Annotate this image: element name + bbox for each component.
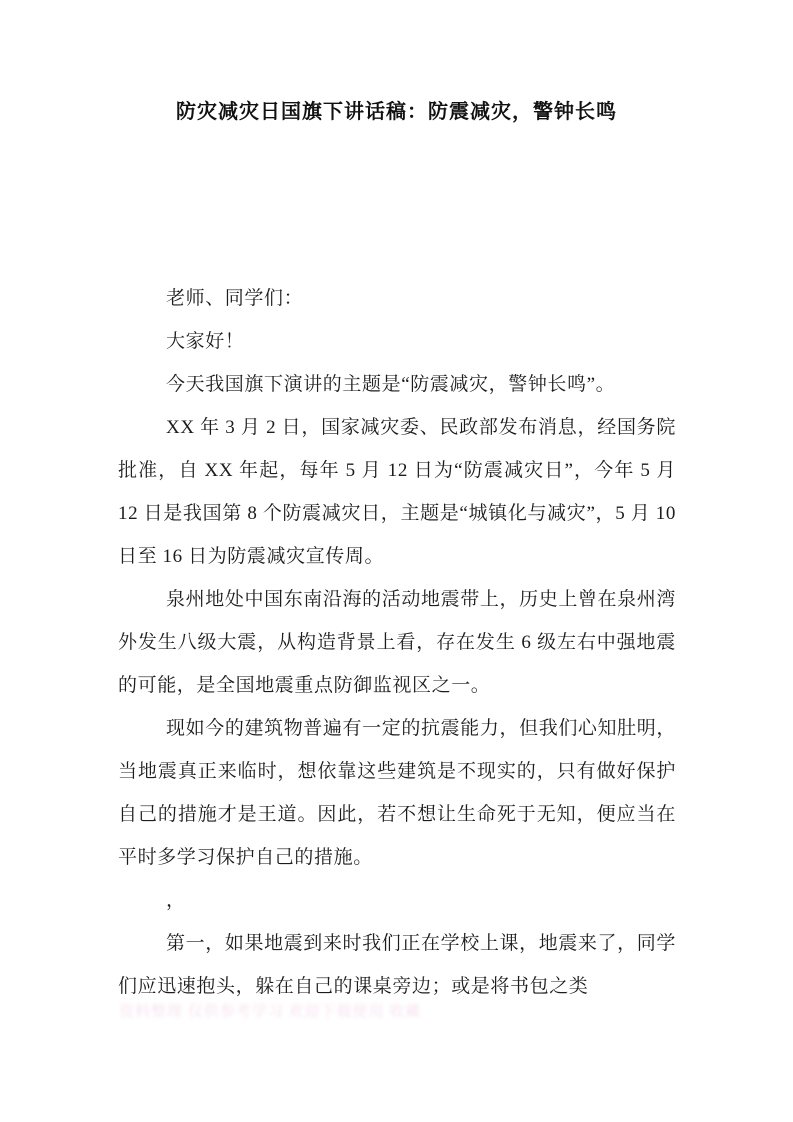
paragraph-greeting: 大家好！	[166, 331, 245, 352]
paragraph-quanzhou: 泉州地处中国东南沿海的活动地震带上，历史上曾在泉州湾外发生八级大震，从构造背景上看，存在发生 6 级左右中强地震的可能，是全国地震重点防御监视区之一。	[118, 589, 676, 696]
paragraph-salutation: 老师、同学们：	[166, 288, 304, 309]
document-body	[118, 277, 676, 1008]
paragraph-buildings: 现如今的建筑物普遍有一定的抗震能力，但我们心知肚明，当地震真正来临时，想依靠这些建筑是不现实的，只有做好保护自己的措施才是王道。因此，若不想让生命死于无知，便应当在平时多学习保护自己的措施。	[118, 718, 676, 868]
watermark: 资料整理 仅供参考学习 欢迎下载使用 收藏	[119, 1004, 422, 1020]
paragraph-theme: 今天我国旗下演讲的主题是“防震减灾，警钟长鸣”。	[166, 374, 616, 395]
paragraph-background: XX 年 3 月 2 日，国家减灾委、民政部发布消息，经国务院批准，自 XX 年起，每年 5 月 12 日为“防震减灾日”，今年 5 月 12 日是我国第 8 个防震减灾日，主题是“城镇化与减灾”，5 月 10 日至 16 日为防震减灾宣传周。	[118, 417, 676, 567]
paragraph-comma: ，	[166, 890, 186, 911]
paragraph-first-advice: 第一，如果地震到来时我们正在学校上课，地震来了，同学们应迅速抱头，躲在自己的课桌旁边；或是将书包之类	[118, 933, 676, 997]
document-title: 防灾减灾日国旗下讲话稿：防震减灾，警钟长鸣	[176, 101, 617, 123]
